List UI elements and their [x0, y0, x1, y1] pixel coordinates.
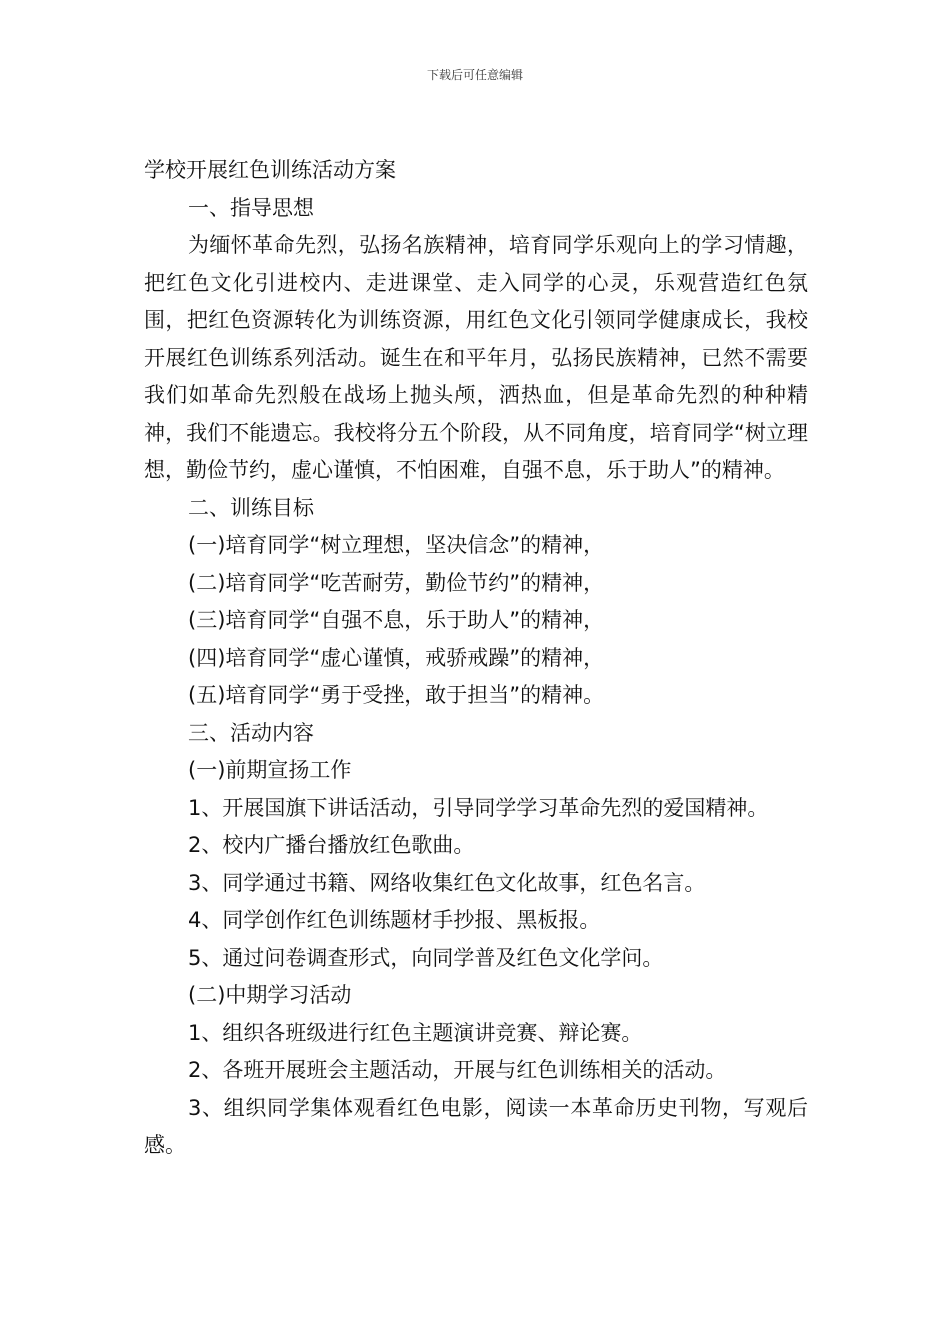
goal-item-2: (二)培育同学“吃苦耐劳，勤俭节约”的精神，	[188, 570, 605, 595]
subsection-heading-mid-term-study: (二)中期学习活动	[188, 983, 352, 1007]
page-header-note: 下载后可任意编辑	[426, 68, 523, 82]
list-item: 4、同学创作红色训练题材手抄报、黑板报。	[188, 908, 601, 932]
list-item: 5、通过问卷调查形式，向同学普及红色文化学问。	[188, 945, 664, 970]
list-item: 2、校内广播台播放红色歌曲。	[188, 833, 475, 857]
list-item: 1、开展国旗下讲话活动，引导同学学习革命先烈的爱国精神。	[188, 795, 769, 820]
goal-item-4: (四)培育同学“虚心谨慎，戒骄戒躁”的精神，	[188, 645, 605, 670]
goal-item-5: (五)培育同学“勇于受挫，敢于担当”的精神。	[188, 683, 605, 707]
list-item: 1、组织各班级进行红色主题演讲竞赛、辩论赛。	[188, 1020, 643, 1045]
section-heading-activity-content: 三、活动内容	[188, 720, 314, 745]
goal-item-1: (一)培育同学“树立理想，坚决信念”的精神，	[188, 533, 605, 557]
list-item: 3、同学通过书籍、网络收集红色文化故事，红色名言。	[188, 870, 706, 895]
document-title: 学校开展红色训练活动方案	[144, 158, 396, 182]
section-heading-training-goals: 二、训练目标	[188, 495, 314, 520]
list-item: 2、各班开展班会主题活动，开展与红色训练相关的活动。	[188, 1058, 727, 1082]
paragraph-guiding-ideology: 为缅怀革命先烈，弘扬名族精神，培育同学乐观向上的学习情趣，把红色文化引进校内、走进课堂、走入同学的心灵，乐观营造红色氛围，把红色资源转化为训练资源，用红色文化引领同学健康成长，我校开展红色训练系列活动。诞生在和平年月，弘扬民族精神，已然不需要我们如革命先烈般在战场上抛头颅，洒热血，但是革命先烈的种种精神，我们不能遗忘。我校将分五个阶段，从不同角度，培育同学“树立理想，勤俭节约，虚心谨慎，不怕困难，自强不息，乐于助人”的精神。	[144, 233, 808, 482]
list-item: 3、组织同学集体观看红色电影，阅读一本革命历史刊物，写观后感。	[144, 1095, 808, 1157]
section-heading-guiding-ideology: 一、指导思想	[188, 195, 314, 220]
document-body	[144, 152, 808, 1165]
goal-item-3: (三)培育同学“自强不息，乐于助人”的精神，	[188, 608, 605, 632]
subsection-heading-early-promotion: (一)前期宣扬工作	[188, 758, 352, 782]
